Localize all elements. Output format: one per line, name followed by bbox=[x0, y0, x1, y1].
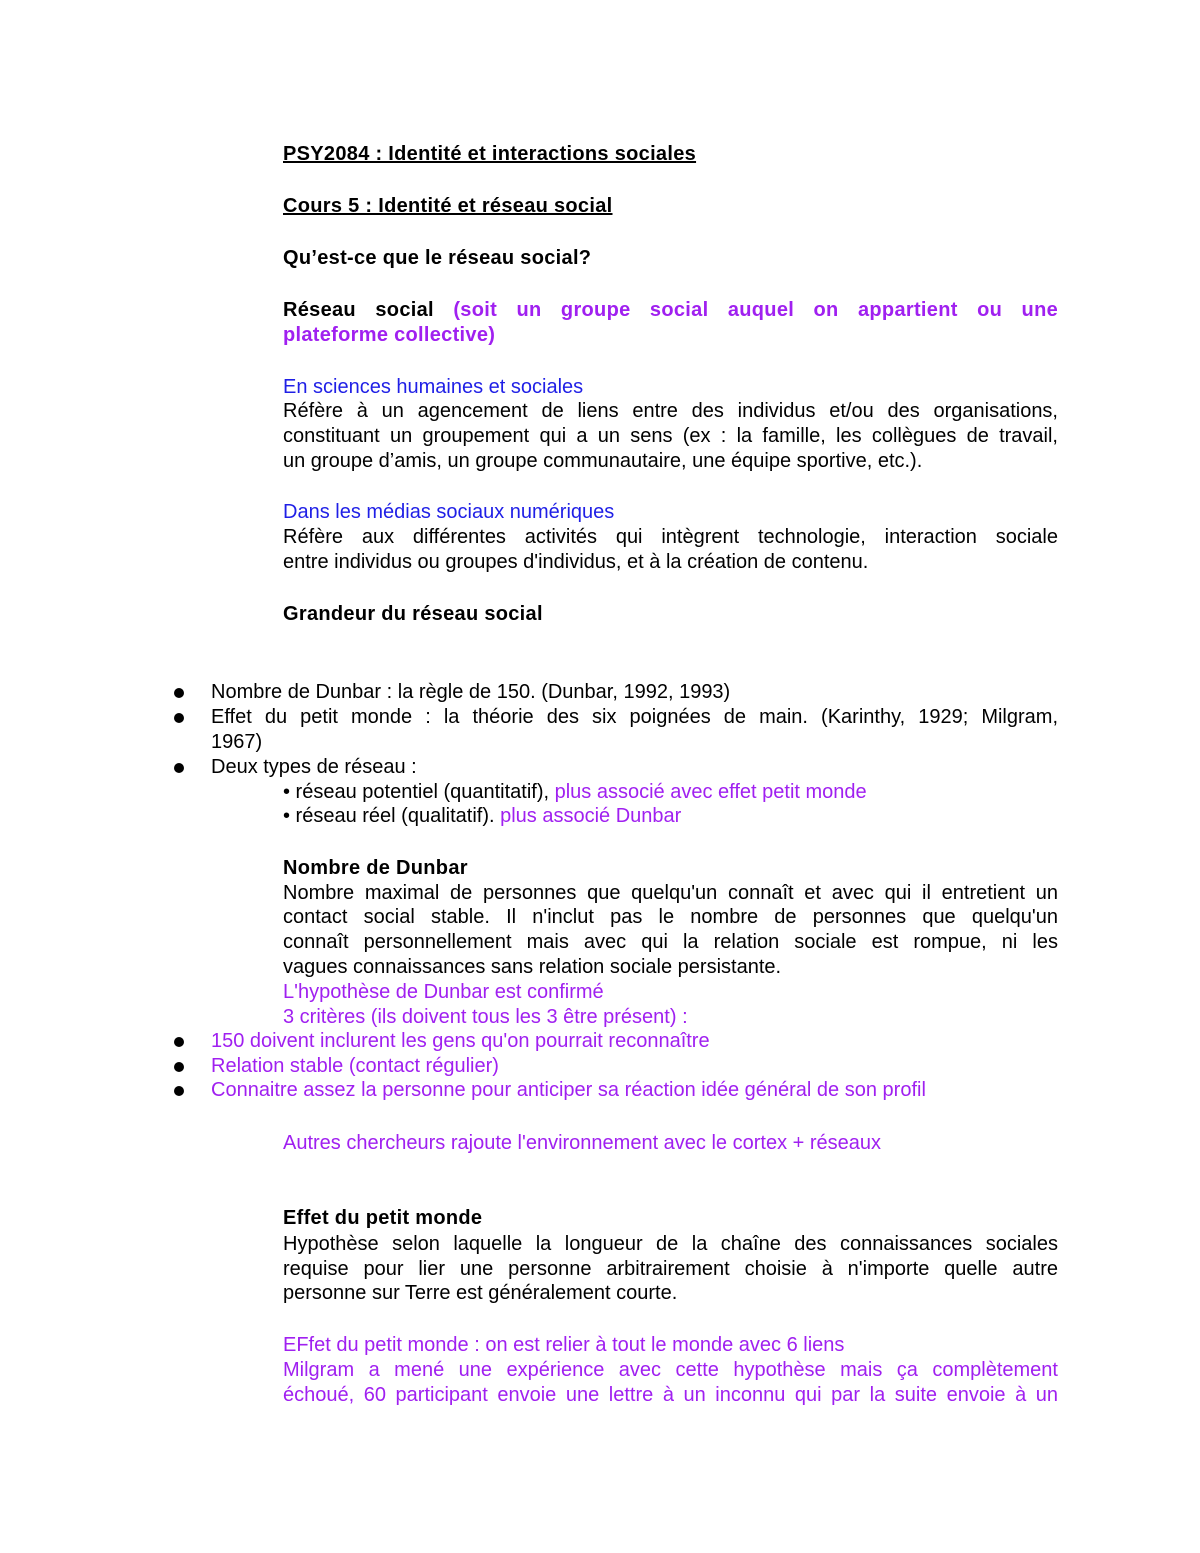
sh-text-line: un groupe d’amis, un groupe communautaire, une équipe sportive, etc.). bbox=[283, 450, 923, 472]
criteria-item: Connaitre assez la personne pour anticiper sa réaction idée général de son profil bbox=[211, 1079, 926, 1101]
autres-note: Autres chercheurs rajoute l'environnement avec le cortex + réseaux bbox=[283, 1132, 882, 1154]
document-title: PSY2084 : Identité et interactions sociales bbox=[283, 143, 697, 165]
dunbar-text-line: vagues connaissances sans relation sociale persistante. bbox=[283, 956, 782, 978]
dunbar-note: L'hypothèse de Dunbar est confirmé bbox=[283, 981, 604, 1003]
petit-monde-note: EFfet du petit monde : on est relier à tout le monde avec 6 liens bbox=[283, 1334, 845, 1356]
list-item: Deux types de réseau : bbox=[211, 756, 417, 778]
criteria-item: 150 doivent inclurent les gens qu'on pourrait reconnaître bbox=[211, 1030, 710, 1052]
sub-item-text: • réseau réel (qualitatif). bbox=[283, 805, 495, 827]
reseau-label: Réseau social bbox=[283, 299, 434, 321]
petit-monde-text-line: Hypothèse selon laquelle la longueur de la chaîne des connaissances sociales bbox=[283, 1233, 1058, 1255]
bullet-marker bbox=[174, 688, 184, 698]
dunbar-heading: Nombre de Dunbar bbox=[283, 857, 468, 879]
bullet-marker bbox=[174, 763, 184, 773]
list-item-cont: 1967) bbox=[211, 731, 263, 753]
reseau-paren-note-cont: plateforme collective) bbox=[283, 324, 496, 346]
sub-item-text: • réseau potentiel (quantitatif), bbox=[283, 781, 550, 803]
criteria-item: Relation stable (contact régulier) bbox=[211, 1055, 499, 1077]
list-item: Nombre de Dunbar : la règle de 150. (Dunbar, 1992, 1993) bbox=[211, 681, 731, 703]
msn-text-line: Réfère aux différentes activités qui intègrent technologie, interaction sociale bbox=[283, 526, 1058, 548]
sub-list-item bbox=[283, 780, 1058, 805]
dunbar-note: 3 critères (ils doivent tous les 3 être présent) : bbox=[283, 1006, 688, 1028]
reseau-definition-line bbox=[283, 298, 1058, 323]
bullet-marker bbox=[174, 1086, 184, 1096]
dunbar-text-line: Nombre maximal de personnes que quelqu'un connaît et avec qui il entretient un bbox=[283, 882, 1058, 904]
dunbar-text-line: contact social stable. Il n'inclut pas le nombre de personnes que quelqu'un bbox=[283, 906, 1058, 928]
petit-monde-text-line: personne sur Terre est généralement courte. bbox=[283, 1282, 678, 1304]
reseau-paren-note: (soit un groupe social auquel on appartient ou une bbox=[453, 299, 1059, 321]
bullet-marker bbox=[174, 713, 184, 723]
sh-text-line: Réfère à un agencement de liens entre des individus et/ou des organisations, bbox=[283, 400, 1058, 422]
dunbar-text-line: connaît personnellement mais avec qui la relation sociale est rompue, ni les bbox=[283, 931, 1058, 953]
msn-text-line: entre individus ou groupes d'individus, et à la création de contenu. bbox=[283, 551, 869, 573]
list-item: Effet du petit monde : la théorie des six poignées de main. (Karinthy, 1929; Milgram, bbox=[211, 706, 1058, 728]
petit-monde-note: échoué, 60 participant envoie une lettre à un inconnu qui par la suite envoie à un bbox=[283, 1384, 1058, 1406]
sub-item-note: plus associé Dunbar bbox=[500, 805, 682, 827]
grandeur-heading: Grandeur du réseau social bbox=[283, 603, 543, 625]
petit-monde-heading: Effet du petit monde bbox=[283, 1207, 483, 1229]
sh-heading: En sciences humaines et sociales bbox=[283, 376, 584, 398]
petit-monde-note: Milgram a mené une expérience avec cette hypothèse mais ça complètement bbox=[283, 1359, 1058, 1381]
sh-text-line: constituant un groupement qui a un sens (ex : la famille, les collègues de travail, bbox=[283, 425, 1058, 447]
msn-heading: Dans les médias sociaux numériques bbox=[283, 501, 615, 523]
question-heading: Qu’est-ce que le réseau social? bbox=[283, 247, 592, 269]
bullet-marker bbox=[174, 1062, 184, 1072]
petit-monde-text-line: requise pour lier une personne arbitrairement choisie à n'importe quelle autre bbox=[283, 1258, 1058, 1280]
sub-list-item bbox=[283, 804, 1058, 829]
bullet-marker bbox=[174, 1037, 184, 1047]
sub-item-note: plus associé avec effet petit monde bbox=[554, 781, 867, 803]
course-heading: Cours 5 : Identité et réseau social bbox=[283, 195, 613, 217]
